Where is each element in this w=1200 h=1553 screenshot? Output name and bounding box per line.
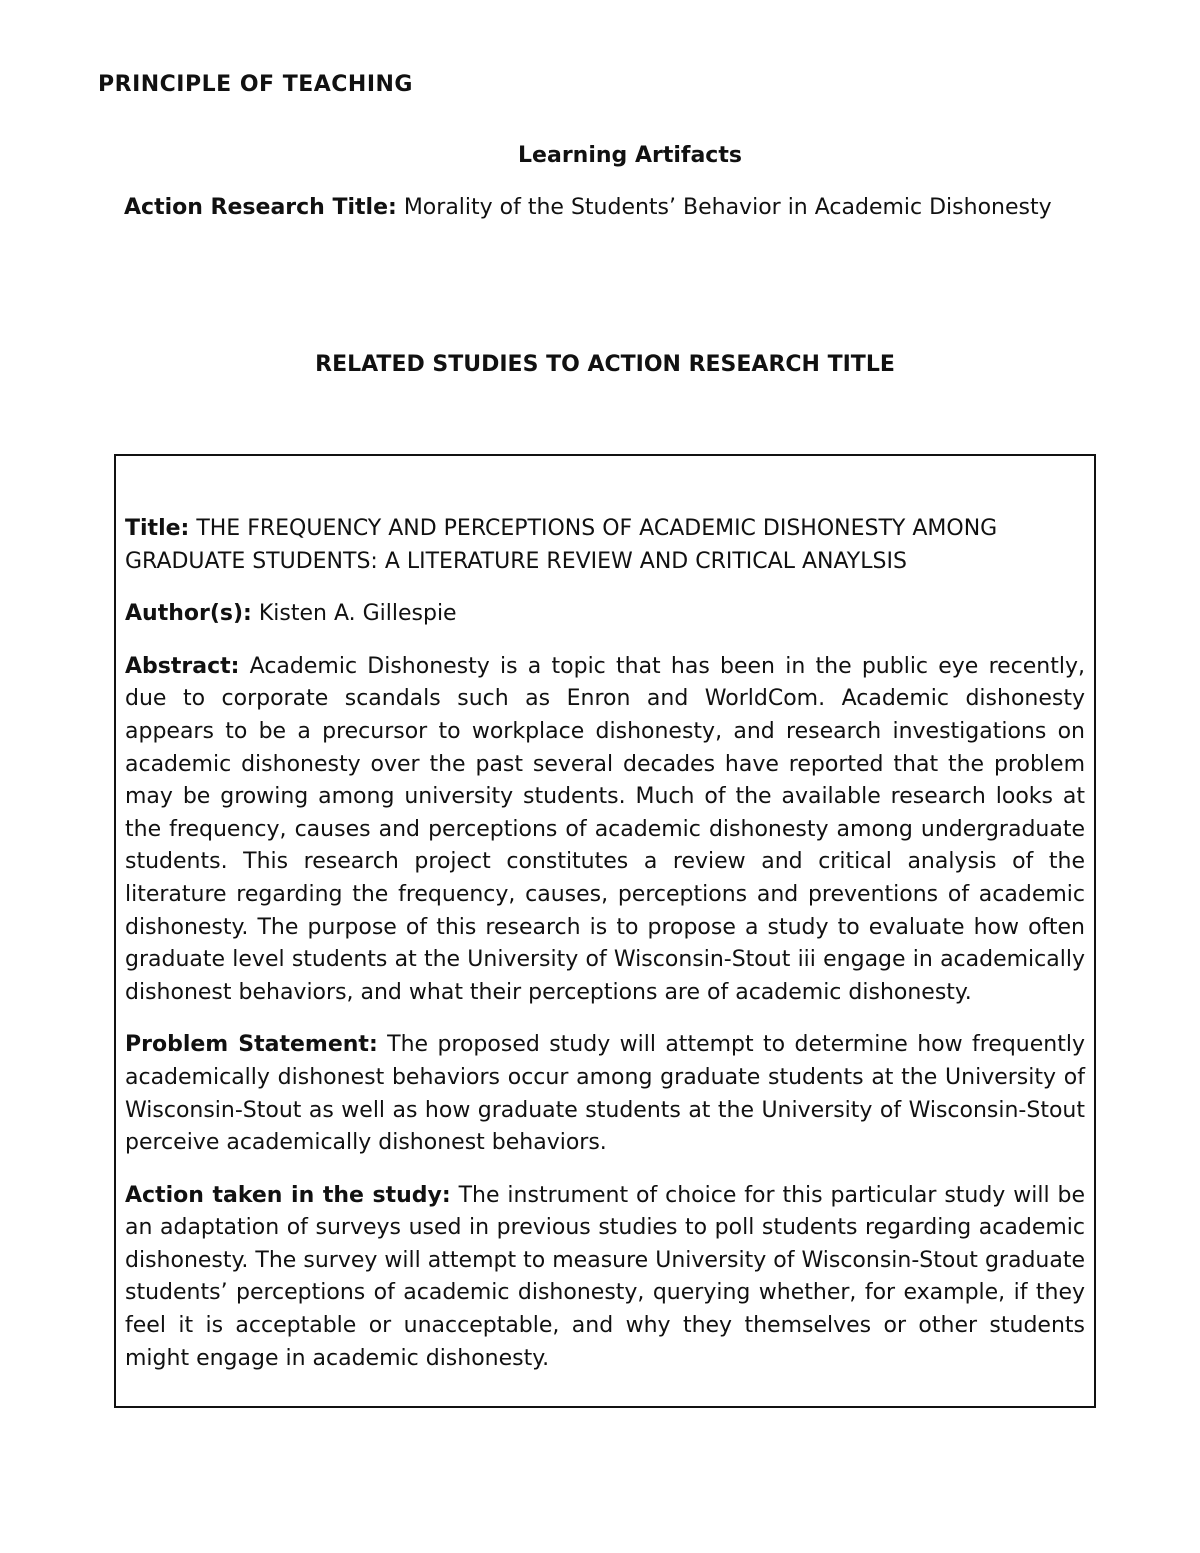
action-research-title [124, 195, 1052, 220]
study-abstract [125, 651, 1085, 1010]
study-box [114, 454, 1096, 1408]
study-abstract-label: Abstract: [125, 653, 240, 679]
study-title-value: THE FREQUENCY AND PERCEPTIONS OF ACADEMIC DISHONESTY AMONG GRADUATE STUDENTS: A LITERATURE REVIEW AND CRITICAL ANAYLSIS [125, 516, 998, 574]
course-title: PRINCIPLE OF TEACHING [98, 72, 413, 97]
study-problem-statement [125, 1029, 1085, 1159]
study-title-label: Title: [125, 516, 190, 541]
related-studies-heading: RELATED STUDIES TO ACTION RESEARCH TITLE [315, 352, 895, 377]
study-action-taken [125, 1180, 1085, 1376]
section-title: Learning Artifacts [518, 143, 742, 168]
study-author-value: Kisten A. Gillespie [258, 601, 457, 627]
study-content [125, 513, 1085, 1395]
study-action-label: Action taken in the study: [125, 1182, 451, 1208]
study-author [125, 598, 1085, 631]
study-action-value: The instrument of choice for this particular study will be an adaptation of surveys used in previous studies to poll students regarding academic dishonesty. The survey will attempt to measure University of Wisconsin-Stout graduate students’ perceptions of academic dishonesty, querying whether, for example, if they feel it is acceptable or unacceptable, and why they themselves or other students might engage in academic dishonesty. [125, 1182, 1085, 1371]
action-research-label: Action Research Title: [124, 195, 397, 220]
action-research-value: Morality of the Students’ Behavior in Academic Dishonesty [403, 195, 1052, 220]
study-title [125, 513, 1085, 578]
study-problem-value: The proposed study will attempt to determine how frequently academically dishonest behaviors occur among graduate students at the University of Wisconsin-Stout as well as how graduate students at the University of Wisconsin-Stout perceive academically dishonest behaviors. [125, 1032, 1085, 1156]
study-problem-label: Problem Statement: [125, 1032, 378, 1058]
study-abstract-value: Academic Dishonesty is a topic that has been in the public eye recently, due to corporate scandals such as Enron and WorldCom. Academic dishonesty appears to be a precursor to workplace dishonesty, and research investigations on academic dishonesty over the past several decades have reported that the problem may be growing among university students. Much of the available research looks at the frequency, causes and perceptions of academic dishonesty among undergraduate students. This research project constitutes a review and critical analysis of the literature regarding the frequency, causes, perceptions and preventions of academic dishonesty. The purpose of this research is to propose a study to evaluate how often graduate level students at the University of Wisconsin-Stout iii engage in academically dishonest behaviors, and what their perceptions are of academic dishonesty. [125, 653, 1085, 1005]
study-author-label: Author(s): [125, 601, 252, 627]
